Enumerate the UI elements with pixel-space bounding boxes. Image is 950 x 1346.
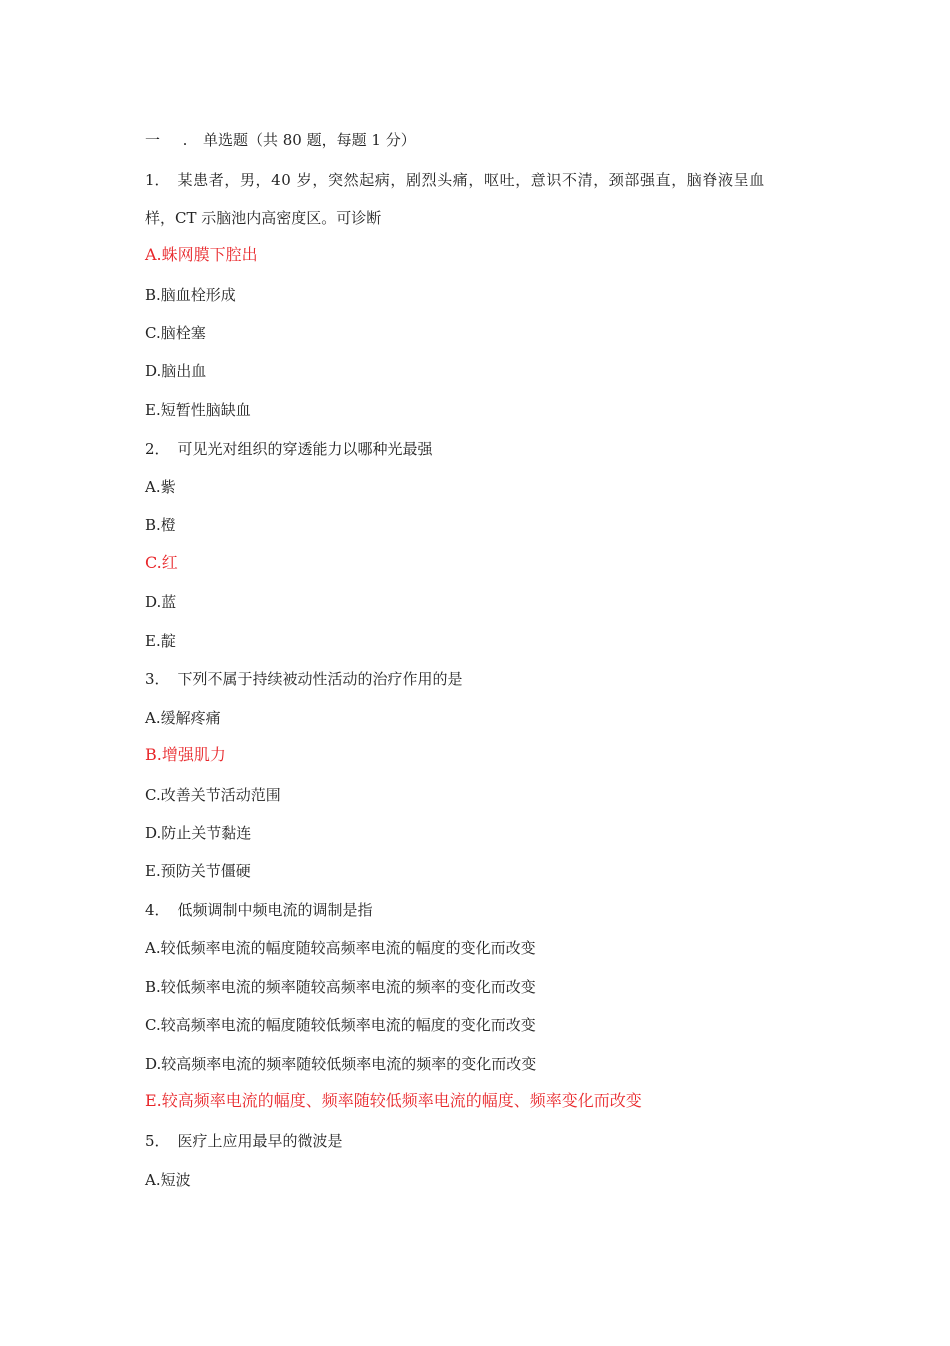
option-correct: E.较高频率电流的幅度、频率随较低频率电流的幅度、频率变化而改变 [145,1091,642,1110]
option: D.较高频率电流的频率随较低频率电流的频率的变化而改变 [145,1055,537,1073]
question-text: 下列不属于持续被动性活动的治疗作用的是 [177,670,463,688]
question-text: 可见光对组织的穿透能力以哪种光最强 [177,440,433,458]
option: E.短暂性脑缺血 [145,401,251,419]
section-dot: . [182,131,188,149]
section-header [145,130,416,150]
question-number: 5． [145,1132,170,1150]
question-number: 3． [145,670,170,688]
option: D.防止关节黏连 [145,824,252,842]
question-text: 某患者，男，40 岁，突然起病，剧烈头痛，呕吐，意识不清，颈部强直，脑脊液呈血 [177,171,765,189]
option: D.脑出血 [145,362,207,380]
option: B.橙 [145,516,176,534]
section-title: 单选题（共 80 题，每题 1 分） [203,131,416,149]
option: E.预防关节僵硬 [145,862,251,880]
option: A.短波 [145,1171,191,1189]
option-correct: C.红 [145,553,178,572]
option: A.紫 [145,478,176,496]
question-stem [145,900,373,920]
option: C.改善关节活动范围 [145,786,281,804]
question-number: 2． [145,440,170,458]
option: A.较低频率电流的幅度随较高频率电流的幅度的变化而改变 [145,939,536,957]
option: B.脑血栓形成 [145,286,236,304]
option-correct: B.增强肌力 [145,745,226,764]
question-stem [145,170,765,190]
question-stem [145,1131,343,1151]
question-number: 1． [145,171,170,189]
question-text: 医疗上应用最早的微波是 [177,1132,343,1150]
option: C.较高频率电流的幅度随较低频率电流的幅度的变化而改变 [145,1016,536,1034]
question-stem [145,669,463,689]
question-stem [145,439,433,459]
option: A.缓解疼痛 [145,709,221,727]
option: B.较低频率电流的频率随较高频率电流的频率的变化而改变 [145,978,536,996]
section-dash: 一 [145,131,161,149]
question-text-continued: 样，CT 示脑池内高密度区。可诊断 [145,209,382,227]
question-text: 低频调制中频电流的调制是指 [177,901,373,919]
option-correct: A.蛛网膜下腔出 [145,245,258,264]
option: D.蓝 [145,593,177,611]
option: C.脑栓塞 [145,324,206,342]
option: E.靛 [145,632,176,650]
question-number: 4． [145,901,170,919]
